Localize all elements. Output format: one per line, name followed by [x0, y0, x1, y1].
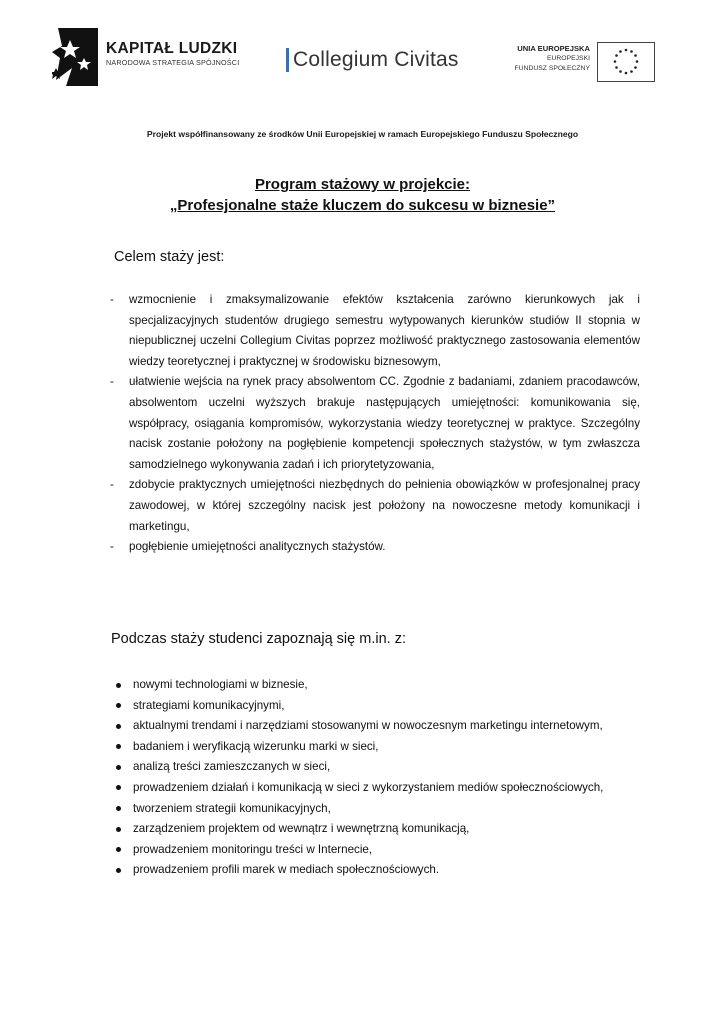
topic-text: zarządzeniem projektem od wewnątrz i wewnętrzną komunikacją,: [133, 822, 470, 836]
topic-text: tworzeniem strategii komunikacyjnych,: [133, 801, 331, 815]
topic-text: badaniem i weryfikacją wizerunku marki w sieci,: [133, 739, 379, 753]
kapital-ludzki-subtitle: NARODOWA STRATEGIA SPÓJNOŚCI: [106, 58, 240, 67]
bullet-icon: [116, 683, 121, 688]
collegium-civitas-logo: [286, 40, 459, 80]
topic-text: nowymi technologiami w biznesie,: [133, 678, 308, 691]
list-item: [111, 860, 639, 881]
eu-label-line3: FUNDUSZ SPOŁECZNY: [514, 65, 590, 72]
list-item: [108, 537, 640, 558]
bullet-icon: [116, 785, 121, 790]
list-item: [111, 737, 639, 758]
eu-label-line1: UNIA EUROPEJSKA: [517, 44, 590, 53]
dash-marker: -: [110, 540, 114, 554]
list-item: [111, 757, 639, 778]
topic-text: prowadzeniem monitoringu treści w Internecie,: [133, 842, 373, 856]
goal-text: ułatwienie wejścia na rynek pracy absolwentom CC. Zgodnie z badaniami, zdaniem pracodawców, absolwentom uczelni wyższych brakuje następujących umiejętności: komunikowania się, współpracy, osiągania kompromisów, wykorzystania wiedzy teoretycznej w praktyce. Szczególny nacisk zostanie położony na pogłębienie kompetencji społecznych stażystów, w tym zwłaszcza samodzielnego wykonywania zadań i ich priorytetyzowania,: [129, 375, 640, 471]
topic-text: prowadzeniem działań i komunikacją w sieci z wykorzystaniem mediów społecznościowych,: [133, 780, 604, 794]
list-item: [111, 819, 639, 840]
logo-bar: [0, 28, 725, 88]
title-line-2: „Profesjonalne staże kluczem do sukcesu w biznesie”: [169, 197, 556, 214]
goal-text: pogłębienie umiejętności analitycznych stażystów.: [129, 540, 386, 554]
dash-marker: -: [110, 375, 114, 389]
kapital-ludzki-title: KAPITAŁ LUDZKI: [106, 40, 238, 57]
funding-note: Projekt współfinansowany ze środków Unii Europejskiej w ramach Europejskiego Funduszu Społecznego: [146, 129, 579, 139]
kapital-ludzki-logo-icon: [52, 28, 98, 86]
collegium-civitas-bar: [286, 48, 289, 72]
document-title: [0, 174, 725, 216]
topics-heading: Podczas staży studenci zapoznają się m.in. z:: [111, 631, 406, 647]
goal-text: zdobycie praktycznych umiejętności niezbędnych do pełnienia obowiązków w profesjonalnej pracy zawodowej, w której szczególny nacisk jest położony na nowoczesne metody komunikacji i marketingu,: [129, 478, 640, 533]
list-item: [111, 675, 639, 696]
bullet-icon: [116, 744, 121, 749]
topics-list: [111, 675, 639, 881]
eu-label-line2: EUROPEJSKI: [546, 55, 590, 62]
topic-text: aktualnymi trendami i narzędziami stosowanymi w nowoczesnym marketingu internetowym,: [133, 719, 603, 733]
bullet-icon: [116, 847, 121, 852]
list-item: [111, 716, 639, 737]
topic-text: analizą treści zamieszczanych w sieci,: [133, 760, 331, 774]
list-item: [111, 778, 639, 799]
list-item: [108, 290, 640, 372]
eu-fund-label: [500, 44, 590, 74]
list-item: [111, 799, 639, 820]
eu-flag-icon: [597, 42, 655, 82]
bullet-icon: [116, 703, 121, 708]
list-item: [111, 840, 639, 861]
list-item: [111, 696, 639, 717]
bullet-icon: [116, 765, 121, 770]
bullet-icon: [116, 806, 121, 811]
bullet-icon: [116, 827, 121, 832]
list-item: [108, 475, 640, 537]
list-item: [108, 372, 640, 475]
dash-marker: -: [110, 478, 114, 492]
dash-marker: -: [110, 293, 114, 306]
kapital-ludzki-logo: [106, 40, 239, 68]
topic-text: prowadzeniem profili marek w mediach społecznościowych.: [133, 863, 440, 877]
goals-list: [108, 290, 640, 558]
title-line-1: Program stażowy w projekcie:: [254, 176, 471, 193]
goals-heading: Celem staży jest:: [114, 249, 225, 265]
bullet-icon: [116, 868, 121, 873]
bullet-icon: [116, 724, 121, 729]
goal-text: wzmocnienie i zmaksymalizowanie efektów kształcenia zarówno kierunkowych jak i specjalizacyjnych studentów drugiego semestru wytypowanych kierunków studiów II stopnia w niepublicznej uczelni Collegium Civitas poprzez możliwość praktycznego zastosowania elementów wiedzy teoretycznej i praktycznej w środowisku biznesowym,: [129, 293, 640, 368]
topic-text: strategiami komunikacyjnymi,: [133, 698, 285, 712]
collegium-civitas-name: Collegium Civitas: [293, 48, 459, 71]
